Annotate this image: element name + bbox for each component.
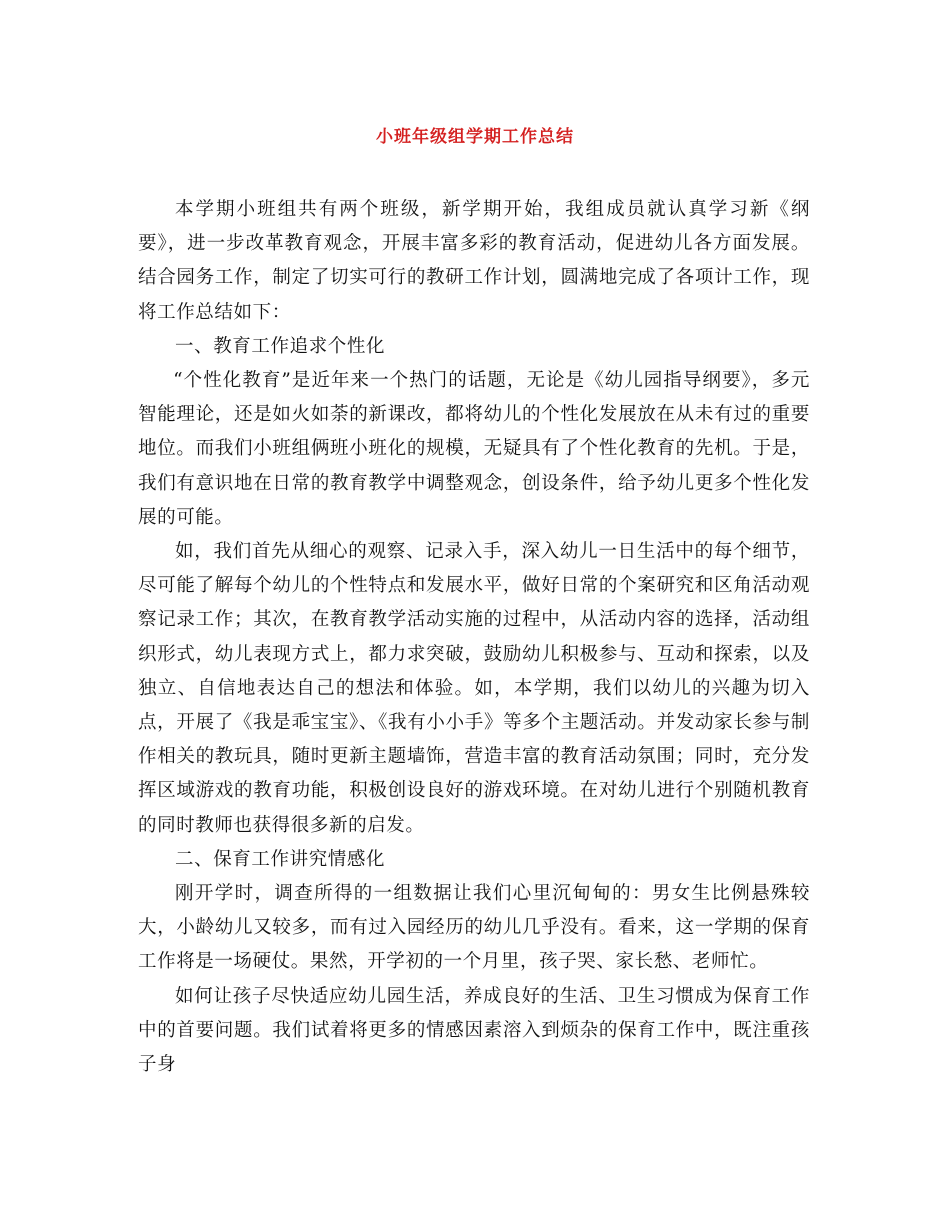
paragraph-examples: 如，我们首先从细心的观察、记录入手，深入幼儿一日生活中的每个细节，尽可能了解每个幼儿的个性特点和发展水平，做好日常的个案研究和区角活动观察记录工作；其次，在教育教学活动实施的过程中，从活动内容的选择，活动组织形式，幼儿表现方式上，都力求突破，鼓励幼儿积极参与、互动和探索，以及独立、自信地表达自己的想法和体验。如，本学期，我们以幼儿的兴趣为切入点，开展了《我是乖宝宝》、《我有小小手》等多个主题活动。并发动家长参与制作相关的教玩具，随时更新主题墙饰，营造丰富的教育活动氛围；同时，充分发挥区域游戏的教育功能，积极创设良好的游戏环境。在对幼儿进行个别随机教育的同时教师也获得很多新的启发。 bbox=[138, 541, 810, 836]
document-body bbox=[138, 193, 810, 1082]
section-heading-care: 二、保育工作讲究情感化 bbox=[175, 848, 386, 870]
paragraph-personalized-education: “个性化教育”是近年来一个热门的话题，无论是《幼儿园指导纲要》，多元智能理论，还是如火如荼的新课改，都将幼儿的个性化发展放在从未有过的重要地位。而我们小班组俩班小班化的规模，无疑具有了个性化教育的先机。于是，我们有意识地在日常的教育教学中调整观念，创设条件，给予幼儿更多个性化发展的可能。 bbox=[138, 370, 810, 528]
section-heading-education: 一、教育工作追求个性化 bbox=[175, 335, 386, 357]
paragraph-intro: 本学期小班组共有两个班级，新学期开始，我组成员就认真学习新《纲要》，进一步改革教育观念，开展丰富多彩的教育活动，促进幼儿各方面发展。结合园务工作，制定了切实可行的教研工作计划，圆满地完成了各项计工作，现将工作总结如下： bbox=[138, 199, 810, 323]
document-title: 小班年级组学期工作总结 bbox=[376, 127, 574, 147]
paragraph-semester-start: 刚开学时，调查所得的一组数据让我们心里沉甸甸的：男女生比例悬殊较大，小龄幼儿又较多，而有过入园经历的幼儿几乎没有。看来，这一学期的保育工作将是一场硬仗。果然，开学初的一个月里，孩子哭、家长愁、老师忙。 bbox=[138, 883, 810, 973]
paragraph-adaptation: 如何让孩子尽快适应幼儿园生活，养成良好的生活、卫生习惯成为保育工作中的首要问题。我们试着将更多的情感因素溶入到烦杂的保育工作中，既注重孩子身 bbox=[138, 985, 810, 1076]
